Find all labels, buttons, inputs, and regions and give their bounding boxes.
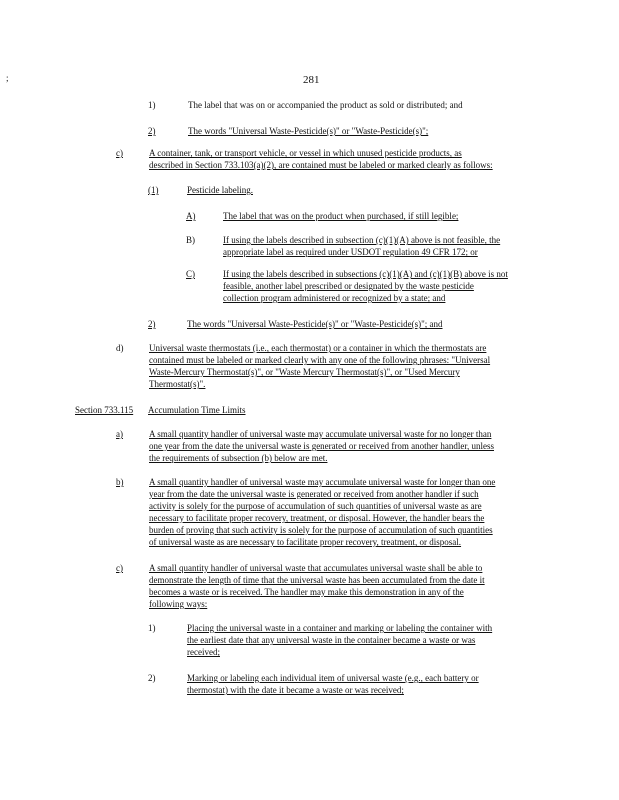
subsection-line: Universal waste thermostats (i.e., each thermostat) or a container in which the thermostats are <box>149 343 487 353</box>
subsection-line: Thermostat(s)". <box>149 379 206 389</box>
page-number: 281 <box>303 74 320 86</box>
item-text: The label that was on or accompanied the product as sold or distributed; and <box>188 100 463 110</box>
item-line: Placing the universal waste in a container and marking or labeling the container with <box>187 623 493 633</box>
subsection-line: described in Section 733.103(a)(2), are contained must be labeled or marked clearly as follows: <box>149 160 493 170</box>
section-label: Section 733.115 <box>75 405 134 415</box>
item-line: collection program administered or recognized by a state; and <box>223 293 446 303</box>
item-line: received; <box>187 647 220 657</box>
subsection-line: the requirements of subsection (b) below are met. <box>149 453 328 463</box>
subsection-letter: c) <box>116 563 123 573</box>
item-number: (1) <box>148 185 159 195</box>
subsection-line: contained must be labeled or marked clearly with any one of the following phrases: "Universal <box>149 355 491 365</box>
subsection-line: one year from the date the universal waste is generated or received from another handler, unless <box>149 441 494 451</box>
item-letter: B) <box>186 235 195 245</box>
subsection-line: A small quantity handler of universal waste may accumulate universal waste for no longer than <box>149 429 492 439</box>
item-number: 2) <box>148 126 156 136</box>
item-line: If using the labels described in subsections (c)(1)(A) and (c)(1)(B) above is not <box>223 269 508 279</box>
subsection-letter: a) <box>116 429 123 439</box>
section-title: Accumulation Time Limits <box>148 405 246 415</box>
subsection-line: Waste-Mercury Thermostat(s)", or "Waste Mercury Thermostat(s)", or "Used Mercury <box>149 367 460 377</box>
subsection-line: necessary to facilitate proper recovery, treatment, or disposal. However, the handler bears the <box>149 513 485 523</box>
subsection-letter: b) <box>116 477 124 487</box>
item-line: thermostat) with the date it became a waste or was received; <box>187 685 404 695</box>
subsection-line: following ways: <box>149 599 208 609</box>
item-line: If using the labels described in subsection (c)(1)(A) above is not feasible, the <box>223 235 501 245</box>
item-text: The label that was on the product when purchased, if still legible; <box>223 211 459 221</box>
subsection-line: of universal waste as are necessary to facilitate proper recovery, treatment, or disposal. <box>149 537 462 547</box>
subsection-letter: c) <box>116 148 123 158</box>
item-number: 1) <box>148 623 156 633</box>
item-line: the earliest date that any universal waste in the container became a waste or was <box>187 635 476 645</box>
item-number: 2) <box>148 319 156 329</box>
subsection-line: A container, tank, or transport vehicle, or vessel in which unused pesticide products, as <box>149 148 462 158</box>
margin-mark: ; <box>6 73 9 83</box>
subsection-line: activity is solely for the purpose of accumulation of such quantities of universal waste as are <box>149 501 482 511</box>
item-letter: C) <box>186 269 195 279</box>
item-text: The words "Universal Waste-Pesticide(s)" or "Waste-Pesticide(s)"; <box>188 126 429 136</box>
item-number: 1) <box>148 100 156 110</box>
subsection-line: demonstrate the length of time that the universal waste has been accumulated from the date it <box>149 575 485 585</box>
item-text: The words "Universal Waste-Pesticide(s)" or "Waste-Pesticide(s)"; and <box>187 319 443 329</box>
subsection-line: A small quantity handler of universal waste that accumulates universal waste shall be able to <box>149 563 483 573</box>
subsection-line: year from the date the universal waste is generated or received from another handler if such <box>149 489 479 499</box>
subsection-line: burden of proving that such activity is solely for the purpose of accumulation of such quantities <box>149 525 493 535</box>
item-number: 2) <box>148 673 156 683</box>
item-line: appropriate label as required under USDOT regulation 49 CFR 172; or <box>223 247 478 257</box>
item-line: Marking or labeling each individual item of universal waste (e.g., each battery or <box>187 673 479 683</box>
subsection-letter: d) <box>116 343 124 353</box>
item-text: Pesticide labeling. <box>187 185 253 195</box>
item-letter: A) <box>186 211 196 221</box>
item-line: feasible, another label prescribed or designated by the waste pesticide <box>223 281 474 291</box>
subsection-line: A small quantity handler of universal waste may accumulate universal waste for longer than one <box>149 477 496 487</box>
subsection-line: becomes a waste or is received. The handler may make this demonstration in any of the <box>149 587 464 597</box>
